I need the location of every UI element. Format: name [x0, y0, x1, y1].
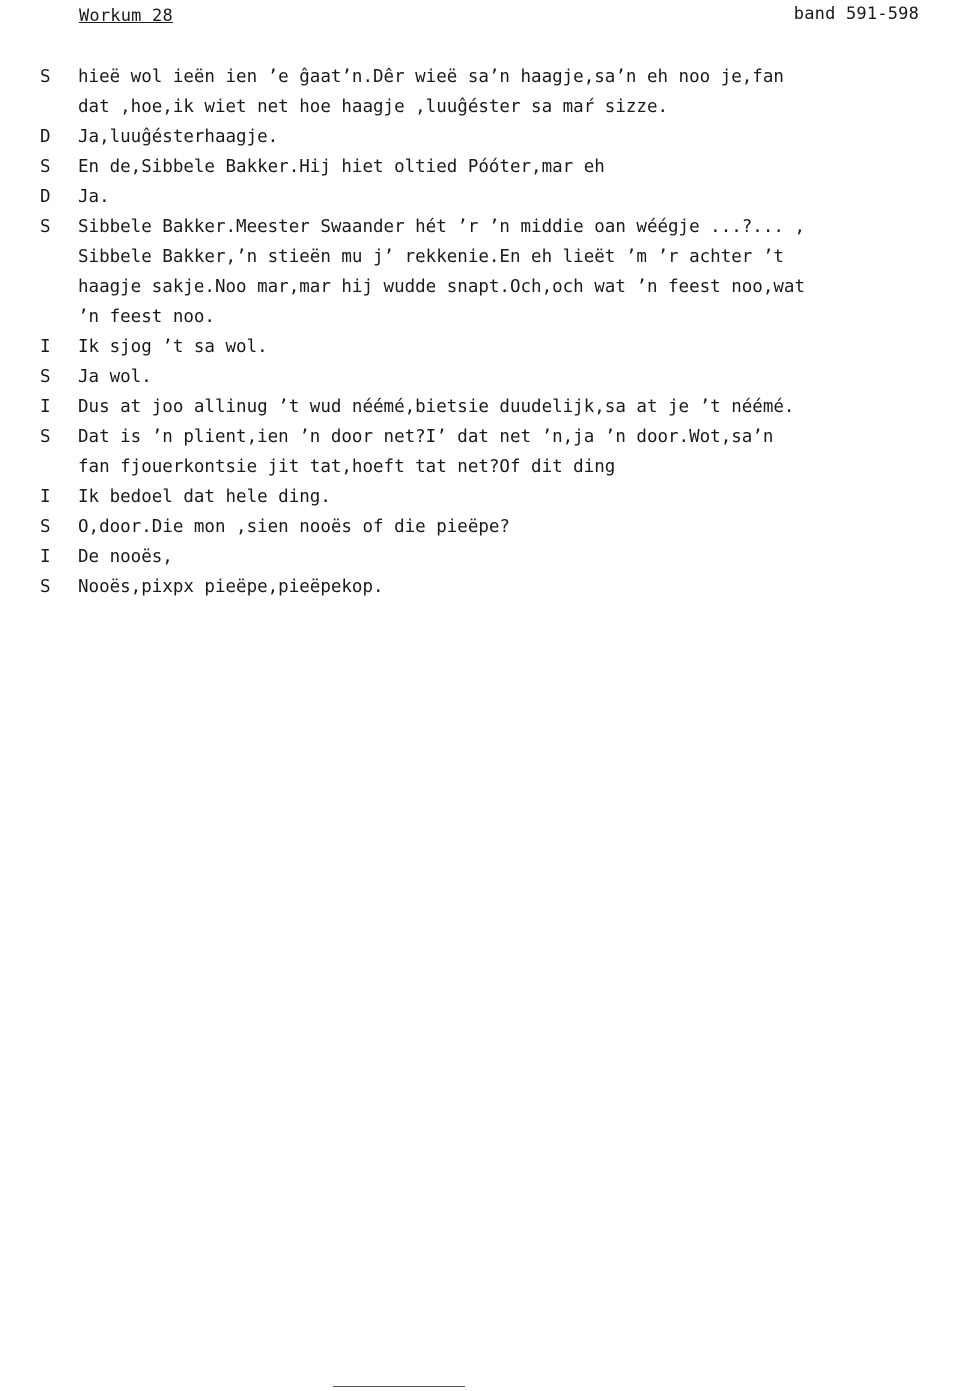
utterance-line: dat ,hoe,ik wiet net hoe haagje ,luuĝéster sa maŕ sizze. [78, 97, 669, 117]
utterance-line: O,door.Die mon ,sien nooës of die pieëpe? [78, 517, 510, 537]
utterance-line: Sibbele Bakker.Meester Swaander hét ’r ’n middie oan wéégje ...?... , [78, 217, 805, 237]
footer-rule [333, 1386, 465, 1387]
utterance-line: hieë wol ieën ien ’e ĝaat’n.Dêr wieë sa’n haagje,sa’n eh noo je,fan [78, 67, 784, 87]
utterance-text [78, 572, 940, 602]
speaker-label: I [40, 397, 51, 417]
transcript-entry [40, 422, 940, 482]
utterance-line: Ik bedoel dat hele ding. [78, 487, 331, 507]
transcript [40, 62, 940, 602]
utterance-line: De nooës, [78, 547, 173, 567]
speaker-label: S [40, 427, 51, 447]
speaker-label: S [40, 217, 51, 237]
transcript-entry [40, 392, 940, 422]
speaker-label: S [40, 67, 51, 87]
transcript-entry [40, 572, 940, 602]
speaker-label: I [40, 487, 51, 507]
speaker-label: S [40, 367, 51, 387]
speaker-label: D [40, 187, 51, 207]
utterance-text [78, 332, 940, 362]
speaker-label: I [40, 547, 51, 567]
transcript-entry [40, 152, 940, 182]
utterance-line: haagje sakje.Noo mar,mar hij wudde snapt.Och,och wat ’n feest noo,wat [78, 277, 805, 297]
utterance-line: Dat is ’n plient,ien ’n door net?I’ dat net ’n,ja ’n door.Wot,sa’n [78, 427, 774, 447]
transcript-entry [40, 212, 940, 332]
transcript-entry [40, 362, 940, 392]
utterance-line: En de,Sibbele Bakker.Hij hiet oltied Póóter,mar eh [78, 157, 605, 177]
transcript-entry [40, 62, 940, 122]
transcript-entry [40, 542, 940, 572]
utterance-text [78, 482, 940, 512]
utterance-text [78, 392, 940, 422]
utterance-line: ’n feest noo. [78, 307, 215, 327]
utterance-line: Ik sjog ’t sa wol. [78, 337, 268, 357]
utterance-text [78, 362, 940, 392]
transcript-entry [40, 512, 940, 542]
transcript-entry [40, 482, 940, 512]
utterance-line: Ja. [78, 187, 110, 207]
speaker-label: S [40, 157, 51, 177]
utterance-line: Ja,luuĝésterhaagje. [78, 127, 279, 147]
utterance-text [78, 542, 940, 572]
utterance-text [78, 152, 940, 182]
transcript-entry [40, 122, 940, 152]
utterance-text [78, 122, 940, 152]
utterance-text [78, 212, 940, 332]
utterance-line: fan fjouerkontsie jit tat,hoeft tat net?Of dit ding [78, 457, 616, 477]
speaker-label: S [40, 517, 51, 537]
utterance-line: Sibbele Bakker,’n stieën mu j’ rekkenie.En eh lieët ’m ’r achter ’t [78, 247, 784, 267]
transcript-entry [40, 332, 940, 362]
speaker-label: I [40, 337, 51, 357]
utterance-text [78, 182, 940, 212]
header-band-range: band 591-598 [793, 4, 919, 24]
utterance-line: Dus at joo allinug ’t wud néémé,bietsie duudelijk,sa at je ’t néémé. [78, 397, 795, 417]
speaker-label: D [40, 127, 51, 147]
utterance-text [78, 512, 940, 542]
utterance-text [78, 62, 940, 122]
utterance-line: Ja wol. [78, 367, 152, 387]
header-location: Workum 28 [79, 6, 173, 26]
utterance-line: Nooës,pixpx pieëpe,pieëpekop. [78, 577, 384, 597]
transcript-entry [40, 182, 940, 212]
utterance-text [78, 422, 940, 482]
speaker-label: S [40, 577, 51, 597]
